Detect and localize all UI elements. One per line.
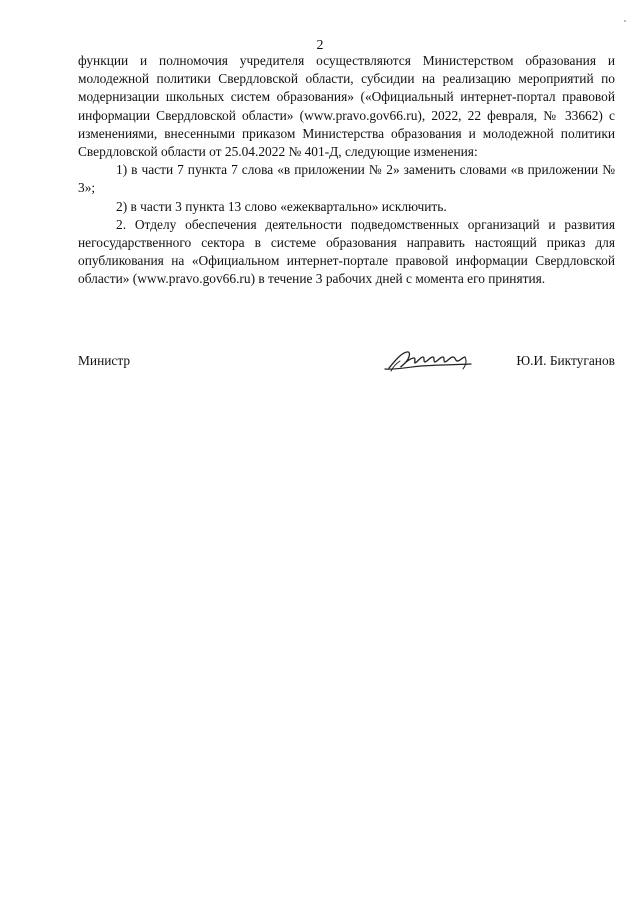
- scan-mark: [624, 20, 626, 22]
- paragraph-continuation: функции и полномочия учредителя осуществляются Министерством образования и молодежной политики Свердловской области, субсидии на реализацию мероприятий по модернизации школьных систем образования» («Официальный интернет-портал правовой информации Свердловской области» (www.pravo.gov66.ru), 2022, 22 февраля, № 33662) с изменениями, внесенными приказом Министерства образования и молодежной политики Свердловской области от 25.04.2022 № 401-Д, следующие изменения:: [78, 53, 615, 160]
- signature-block: [78, 351, 615, 381]
- paragraph-point-2: 2. Отделу обеспечения деятельности подведомственных организаций и развития негосударственного сектора в системе образования направить настоящий приказ для опубликования на «Официальном интернет-портале правовой информации Свердловской области» (www.pravo.gov66.ru) в течение 3 рабочих дней с момента его принятия.: [78, 216, 615, 287]
- handwritten-signature: [381, 347, 481, 377]
- signer-position: Министр: [78, 353, 131, 368]
- document-body: [78, 52, 615, 289]
- page-number: 2: [316, 38, 324, 53]
- paragraph-item-1: 1) в части 7 пункта 7 слова «в приложении № 2» заменить словами «в приложении № 3»;: [78, 162, 615, 196]
- paragraph-item-2: 2) в части 3 пункта 13 слово «ежеквартально» исключить.: [116, 198, 447, 214]
- signer-name: Ю.И. Биктуганов: [516, 353, 615, 368]
